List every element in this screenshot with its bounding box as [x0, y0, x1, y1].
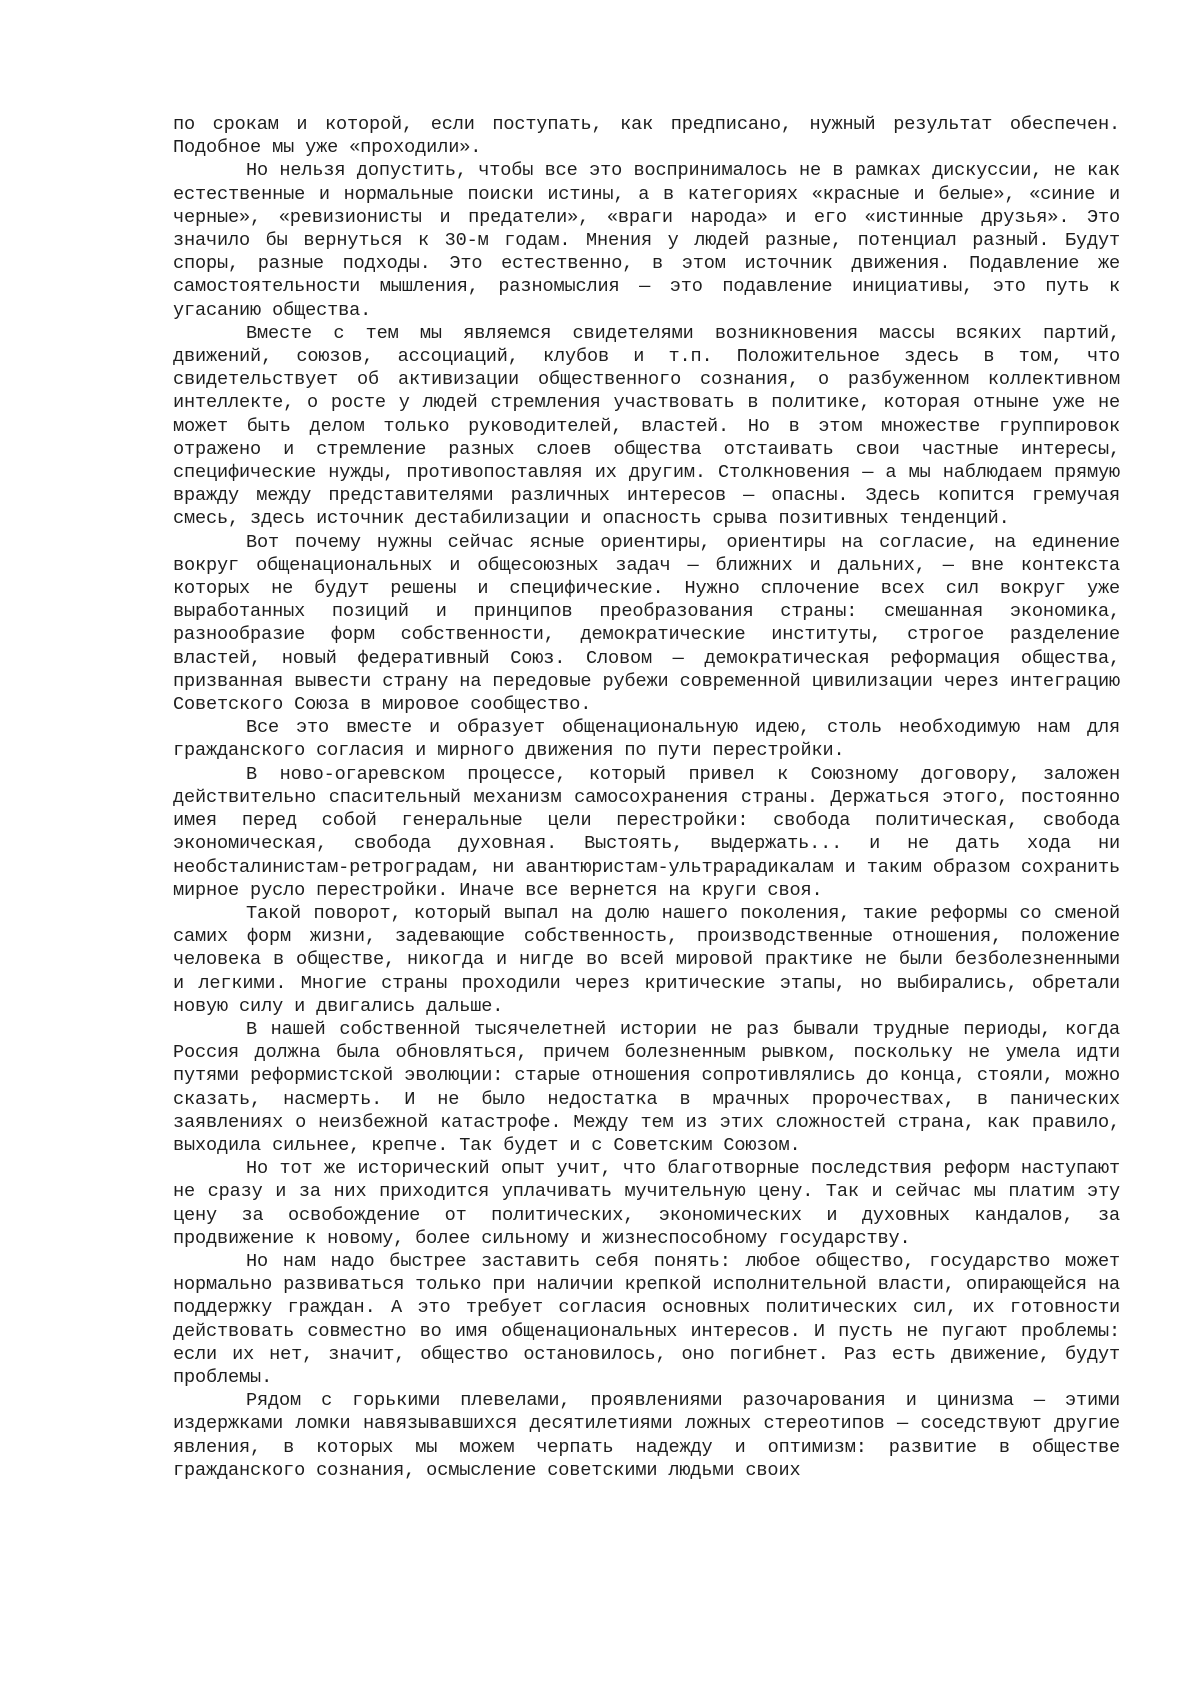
paragraph-5: Все это вместе и образует общенациональную идею, столь необходимую нам для гражданского согласия и мирного движения по пути перестройки.: [173, 717, 1120, 762]
paragraph-3: Вместе с тем мы являемся свидетелями возникновения массы всяких партий, движений, союзов, ассоциаций, клубов и т.п. Положительное здесь в том, что свидетельствует об активизации общественного сознания, о разбуженном коллективном интеллекте, о росте у людей стремления участвовать в политике, которая отныне уже не может быть делом только руководителей, властей. Но в этом множестве группировок отражено и стремление разных слоев общества отстаивать свои частные интересы, специфические нужды, противопоставляя их другим. Столкновения — а мы наблюдаем прямую вражду между представителями различных интересов — опасны. Здесь копится гремучая смесь, здесь источник дестабилизации и опасность срыва позитивных тенденций.: [173, 322, 1120, 530]
paragraph-11: Рядом с горькими плевелами, проявлениями разочарования и цинизма — этими издержками ломки навязывавшихся десятилетиями ложных стереотипов — соседствуют другие явления, в которых мы можем черпать надежду и оптимизм: развитие в обществе гражданского сознания, осмысление советскими людьми своих: [173, 1390, 1120, 1481]
paragraph-8: В нашей собственной тысячелетней истории не раз бывали трудные периоды, когда Россия должна была обновляться, причем болезненным рывком, поскольку не умела идти путями реформистской эволюции: старые отношения сопротивлялись до конца, стояли, можно сказать, насмерть. И не было недостатка в мрачных пророчествах, в панических заявлениях о неизбежной катастрофе. Между тем из этих сложностей страна, как правило, выходила сильнее, крепче. Так будет и с Советским Союзом.: [173, 1018, 1120, 1156]
paragraph-2: Но нельзя допустить, чтобы все это воспринималось не в рамках дискуссии, не как естественные и нормальные поиски истины, а в категориях «красные и белые», «синие и черные», «ревизионисты и предатели», «враги народа» и его «истинные друзья». Это значило бы вернуться к 30-м годам. Мнения у людей разные, потенциал разный. Будут споры, разные подходы. Это естественно, в этом источник движения. Подавление же самостоятельности мышления, разномыслия — это подавление инициативы, это путь к угасанию общества.: [173, 160, 1120, 321]
paragraph-6: В ново-огаревском процессе, который привел к Союзному договору, заложен действительно спасительный механизм самосохранения страны. Держаться этого, постоянно имея перед собой генеральные цели перестройки: свобода политическая, свобода экономическая, свобода духовная. Выстоять, выдержать... и не дать хода ни необсталинистам-ретроградам, ни авантюристам-ультрарадикалам и таким образом сохранить мирное русло перестройки. Иначе все вернется на круги своя.: [173, 763, 1120, 901]
document-body: [173, 113, 1120, 1482]
paragraph-7: Такой поворот, который выпал на долю нашего поколения, такие реформы со сменой самих форм жизни, задевающие собственность, производственные отношения, положение человека в обществе, никогда и нигде во всей мировой практике не были безболезненными и легкими. Многие страны проходили через критические этапы, но выбирались, обретали новую силу и двигались дальше.: [173, 902, 1120, 1017]
paragraph-10: Но нам надо быстрее заставить себя понять: любое общество, государство может нормально развиваться только при наличии крепкой исполнительной власти, опирающейся на поддержку граждан. А это требует согласия основных политических сил, их готовности действовать совместно во имя общенациональных интересов. И пусть не пугают проблемы: если их нет, значит, общество остановилось, оно погибнет. Раз есть движение, будут проблемы.: [173, 1250, 1120, 1388]
paragraph-1-continued: по срокам и которой, если поступать, как предписано, нужный результат обеспечен. Подобное мы уже «проходили».: [173, 114, 1120, 159]
paragraph-9: Но тот же исторический опыт учит, что благотворные последствия реформ наступают не сразу и за них приходится уплачивать мучительную цену. Так и сейчас мы платим эту цену за освобождение от политических, экономических и духовных кандалов, за продвижение к новому, более сильному и жизнеспособному государству.: [173, 1158, 1120, 1249]
paragraph-4: Вот почему нужны сейчас ясные ориентиры, ориентиры на согласие, на единение вокруг общенациональных и общесоюзных задач — ближних и дальних, — вне контекста которых не будут решены и специфические. Нужно сплочение всех сил вокруг уже выработанных позиций и принципов преобразования страны: смешанная экономика, разнообразие форм собственности, демократические институты, строгое разделение властей, новый федеративный Союз. Словом — демократическая реформация общества, призванная вывести страну на передовые рубежи современной цивилизации через интеграцию Советского Союза в мировое сообщество.: [173, 531, 1120, 716]
